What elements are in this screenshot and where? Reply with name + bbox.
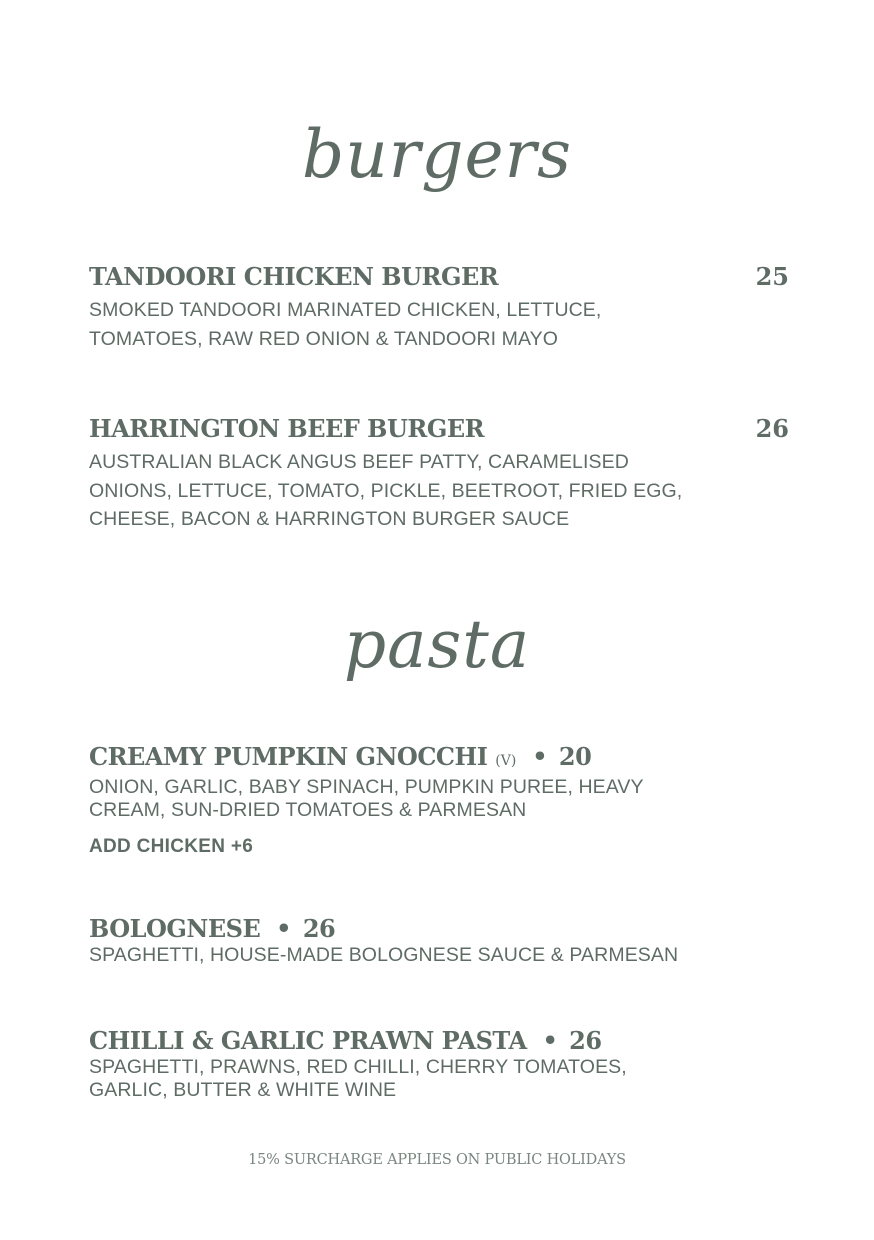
item-description — [89, 296, 789, 353]
item-heading — [89, 914, 789, 944]
pasta-section-title: pasta — [343, 606, 531, 683]
item-description — [89, 776, 789, 822]
item-name: CREAMY PUMPKIN GNOCCHI — [89, 742, 488, 771]
item-heading — [89, 742, 789, 776]
surcharge-note: 15% SURCHARGE APPLIES ON PUBLIC HOLIDAYS — [248, 1152, 626, 1168]
item-price: 26 — [755, 414, 789, 443]
description-line: GARLIC, BUTTER & WHITE WINE — [89, 1079, 397, 1101]
item-description — [89, 448, 789, 534]
menu-item-bolognese — [89, 914, 789, 967]
description-line: AUSTRALIAN BLACK ANGUS BEEF PATTY, CARAMELISED — [89, 451, 629, 473]
item-name: TANDOORI CHICKEN BURGER — [89, 262, 499, 291]
description-line: ONION, GARLIC, BABY SPINACH, PUMPKIN PUREE, HEAVY — [89, 776, 644, 798]
item-description — [89, 1056, 789, 1102]
description-line: SPAGHETTI, HOUSE-MADE BOLOGNESE SAUCE & PARMESAN — [89, 944, 679, 966]
item-price: 20 — [558, 742, 592, 771]
separator-bullet: • — [532, 742, 548, 771]
item-price: 26 — [302, 914, 336, 943]
item-name: CHILLI & GARLIC PRAWN PASTA — [89, 1026, 527, 1055]
item-name: BOLOGNESE — [89, 914, 261, 943]
item-name: HARRINGTON BEEF BURGER — [89, 414, 485, 443]
separator-bullet: • — [542, 1026, 558, 1055]
menu-item-harrington-beef-burger — [89, 414, 789, 534]
vegetarian-tag: (V) — [495, 753, 517, 769]
separator-bullet: • — [276, 914, 291, 943]
item-description — [89, 944, 789, 967]
description-line: SPAGHETTI, PRAWNS, RED CHILLI, CHERRY TOMATOES, — [89, 1056, 627, 1078]
item-price: 25 — [755, 262, 789, 291]
item-heading — [89, 1026, 789, 1056]
menu-item-tandoori-chicken-burger — [89, 262, 789, 353]
burgers-section-title: burgers — [301, 116, 573, 193]
description-line: ONIONS, LETTUCE, TOMATO, PICKLE, BEETROOT, FRIED EGG, — [89, 479, 683, 502]
description-line: SMOKED TANDOORI MARINATED CHICKEN, LETTUCE, — [89, 299, 602, 321]
description-line: CREAM, SUN-DRIED TOMATOES & PARMESAN — [89, 799, 527, 821]
addon-option: ADD CHICKEN +6 — [89, 836, 254, 857]
description-line: TOMATOES, RAW RED ONION & TANDOORI MAYO — [89, 327, 559, 350]
item-price: 26 — [569, 1026, 602, 1055]
description-line: CHEESE, BACON & HARRINGTON BURGER SAUCE — [89, 508, 570, 530]
menu-item-creamy-pumpkin-gnocchi — [89, 742, 789, 858]
menu-item-chilli-garlic-prawn-pasta — [89, 1026, 789, 1102]
